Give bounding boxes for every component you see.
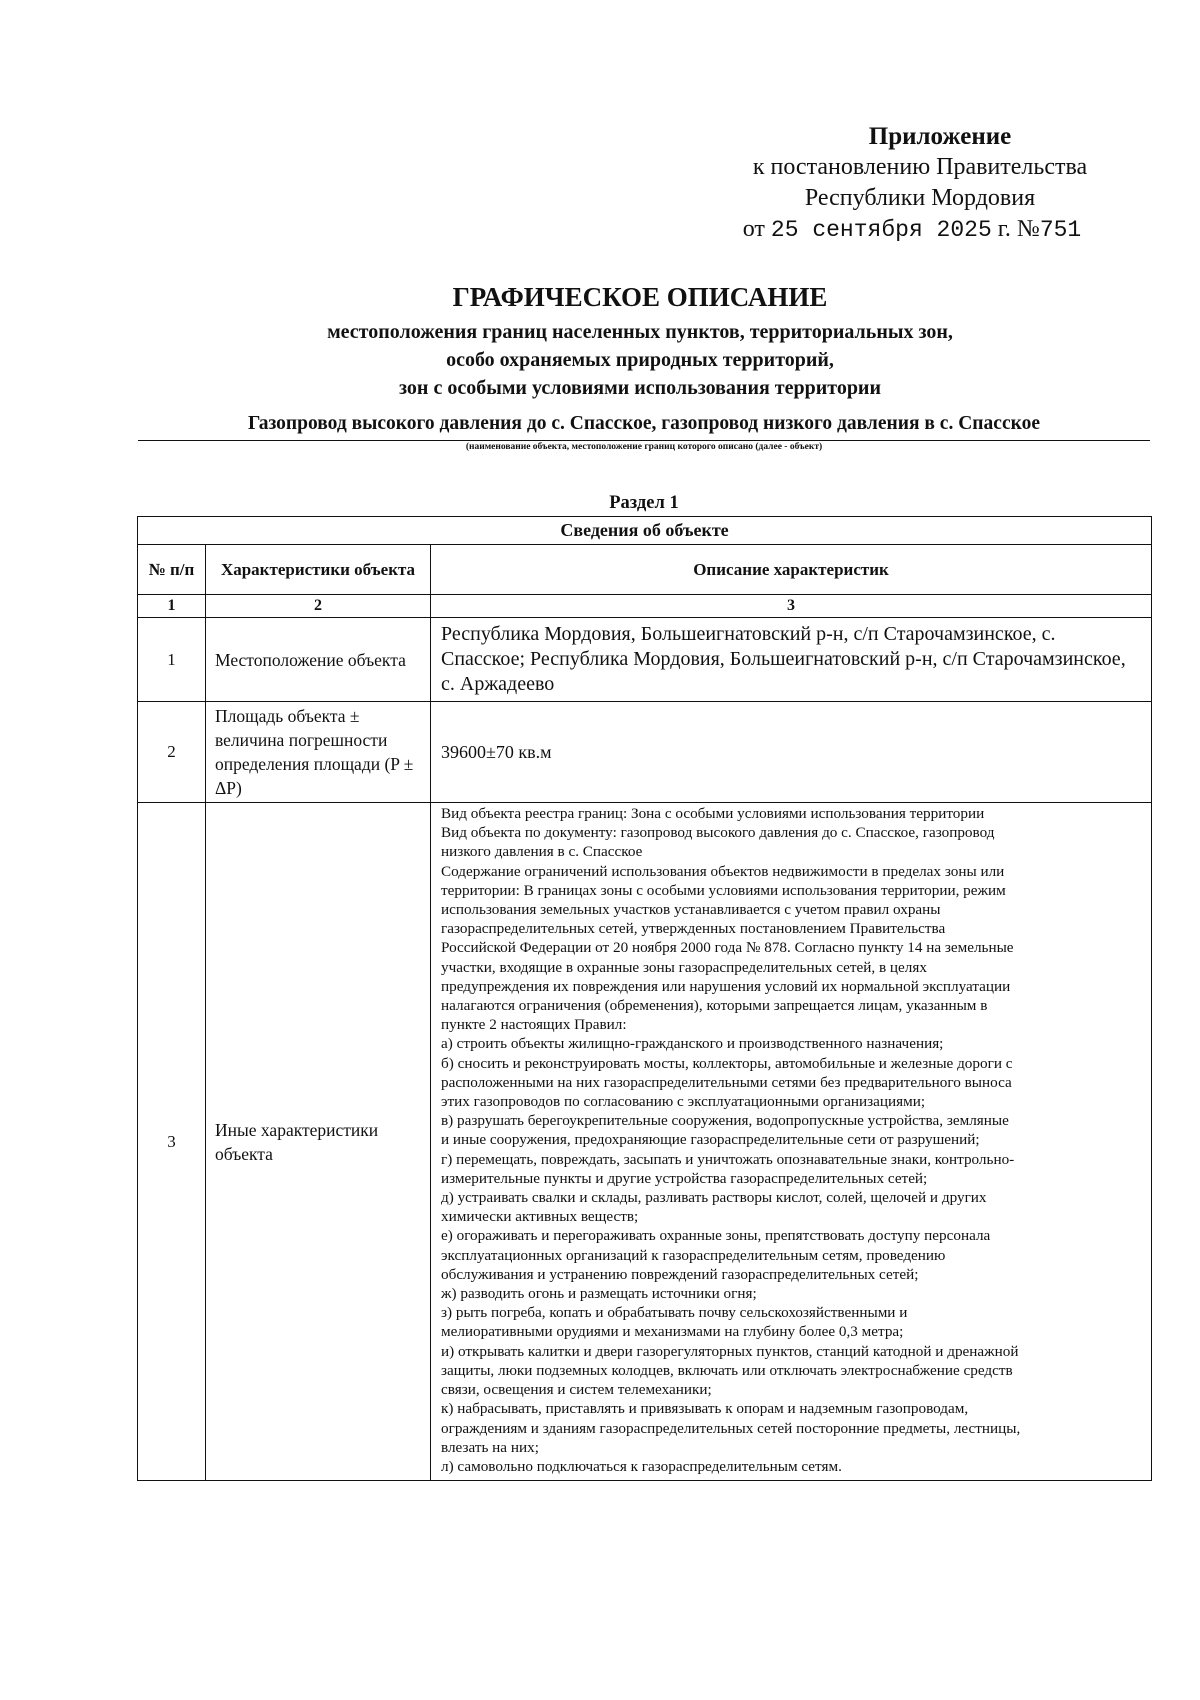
column-number-3: 3 [431, 595, 1152, 618]
row-characteristic: Иные характеристики объекта [206, 803, 431, 1481]
table-row [138, 618, 1152, 702]
row-number: 2 [138, 702, 206, 803]
description-line: к) набрасывать, приставлять и привязывать к опорам и надземным газопроводам, [441, 1400, 969, 1418]
document-title: ГРАФИЧЕСКОЕ ОПИСАНИЕ [452, 282, 828, 312]
subtitle-line: зон с особыми условиями использования территории [399, 377, 881, 399]
object-name: Газопровод высокого давления до с. Спасское, газопровод низкого давления в с. Спасское [248, 413, 1040, 434]
description-line: г) перемещать, повреждать, засыпать и уничтожать опознавательные знаки, контрольно- [441, 1150, 1015, 1168]
row-description [431, 803, 1152, 1481]
row-description: Республика Мордовия, Большеигнатовский р-н, с/п Старочамзинское, с. Спасское; Республика Мордовия, Большеигнатовский р-н, с/п Старочамзинское, с. Аржадеево [431, 618, 1152, 702]
date-prefix: от [742, 216, 765, 242]
decree-number: 751 [1039, 217, 1082, 243]
object-underline [138, 440, 1150, 441]
appendix-header [700, 122, 1140, 246]
description-line: защиты, люки подземных колодцев, включать или отключать электроснабжение средств [441, 1361, 1013, 1379]
description-line: ж) разводить огонь и размещать источники огня; [441, 1285, 757, 1303]
appendix-title: Приложение [868, 123, 1012, 150]
appendix-date-line [684, 214, 1140, 246]
table-caption: Сведения об объекте [138, 517, 1152, 545]
description-line: Содержание ограничений использования объектов недвижимости в пределах зоны или [441, 862, 1005, 880]
header-characteristic: Характеристики объекта [206, 545, 431, 595]
table-row [138, 702, 1152, 803]
description-line: эксплуатационных организаций к газораспределительным сетям, проведению [441, 1246, 946, 1264]
description-line: б) сносить и реконструировать мосты, коллекторы, автомобильные и железные дороги с [441, 1054, 1013, 1072]
object-note: (наименование объекта, местоположение границ которого описано (далее - объект) [465, 442, 823, 452]
decree-date: 25 сентября 2025 [770, 217, 992, 243]
table-row [138, 803, 1152, 1481]
description-line: связи, освещения и систем телемеханики; [441, 1381, 712, 1399]
column-number-2: 2 [206, 595, 431, 618]
description-line: а) строить объекты жилищно-гражданского и производственного назначения; [441, 1035, 944, 1053]
description-line: л) самовольно подключаться к газораспределительным сетям. [441, 1457, 842, 1475]
header-description: Описание характеристик [431, 545, 1152, 595]
row-characteristic: Площадь объекта ± величина погрешности определения площади (P ± ΔP) [206, 702, 431, 803]
description-line: химически активных веществ; [441, 1208, 639, 1226]
section-title: Раздел 1 [609, 493, 679, 513]
description-line: измерительные пункты и другие устройства газораспределительных сетей; [441, 1169, 928, 1187]
header-number: № п/п [138, 545, 206, 595]
description-line: предупреждения их повреждения или нарушения условий их нормальной эксплуатации [441, 977, 1011, 995]
date-suffix: г. № [997, 216, 1040, 242]
description-line: расположенными на них газораспределительными сетями без предварительного выноса [441, 1073, 1012, 1091]
document-subtitle [130, 318, 1150, 402]
description-line: Российской Федерации от 20 ноября 2000 года № 878. Согласно пункту 14 на земельные [441, 939, 1014, 957]
subtitle-line: особо охраняемых природных территорий, [446, 349, 834, 371]
row-description: 39600±70 кв.м [431, 702, 1152, 803]
description-line: налагаются ограничения (обременения), которыми запрещается лицам, указанным в [441, 997, 988, 1015]
description-line: ограждениям и зданиям газораспределительных сетей посторонние предметы, лестницы, [441, 1419, 1021, 1437]
description-line: территории: В границах зоны с особыми условиями использования территории, режим [441, 881, 1006, 899]
description-line: е) огораживать и перегораживать охранные зоны, препятствовать доступу персонала [441, 1227, 991, 1245]
description-line: пункте 2 настоящих Правил: [441, 1016, 627, 1034]
column-number-1: 1 [138, 595, 206, 618]
description-line: этих газопроводов по согласованию с эксплуатационными организациями; [441, 1093, 926, 1111]
description-line: Вид объекта по документу: газопровод высокого давления до с. Спасское, газопровод [441, 824, 995, 842]
description-line: д) устраивать свалки и склады, разливать растворы кислот, солей, щелочей и других [441, 1189, 987, 1207]
description-line: мелиоративными орудиями и механизмами на глубину более 0,3 метра; [441, 1323, 904, 1341]
subtitle-line: местоположения границ населенных пунктов, территориальных зон, [327, 321, 953, 343]
description-line: газораспределительных сетей, утвержденных постановлением Правительства [441, 920, 946, 938]
row-number: 3 [138, 803, 206, 1481]
description-line: и иные сооружения, предохраняющие газораспределительные сети от разрушений; [441, 1131, 980, 1149]
row-characteristic: Местоположение объекта [206, 618, 431, 702]
appendix-line-2: Республики Мордовия [804, 185, 1036, 211]
description-line: влезать на них; [441, 1438, 539, 1456]
description-line: в) разрушать берегоукрепительные сооружения, водопропускные устройства, земляные [441, 1112, 1009, 1130]
description-line: низкого давления в с. Спасское [441, 843, 643, 861]
description-line: Вид объекта реестра границ: Зона с особыми условиями использования территории [441, 805, 985, 822]
description-line: з) рыть погреба, копать и обрабатывать почву сельскохозяйственными и [441, 1304, 908, 1322]
description-line: и) открывать калитки и двери газорегуляторных пунктов, станций катодной и дренажной [441, 1342, 1019, 1360]
description-line: участки, входящие в охранные зоны газораспределительных сетей, в целях [441, 958, 927, 976]
description-line: обслуживания и устранению повреждений газораспределительных сетей; [441, 1265, 919, 1283]
object-info-table [137, 516, 1152, 1481]
description-line: использования земельных участков устанавливается с учетом правил охраны [441, 901, 941, 919]
appendix-line-1: к постановлению Правительства [752, 154, 1088, 180]
row-number: 1 [138, 618, 206, 702]
